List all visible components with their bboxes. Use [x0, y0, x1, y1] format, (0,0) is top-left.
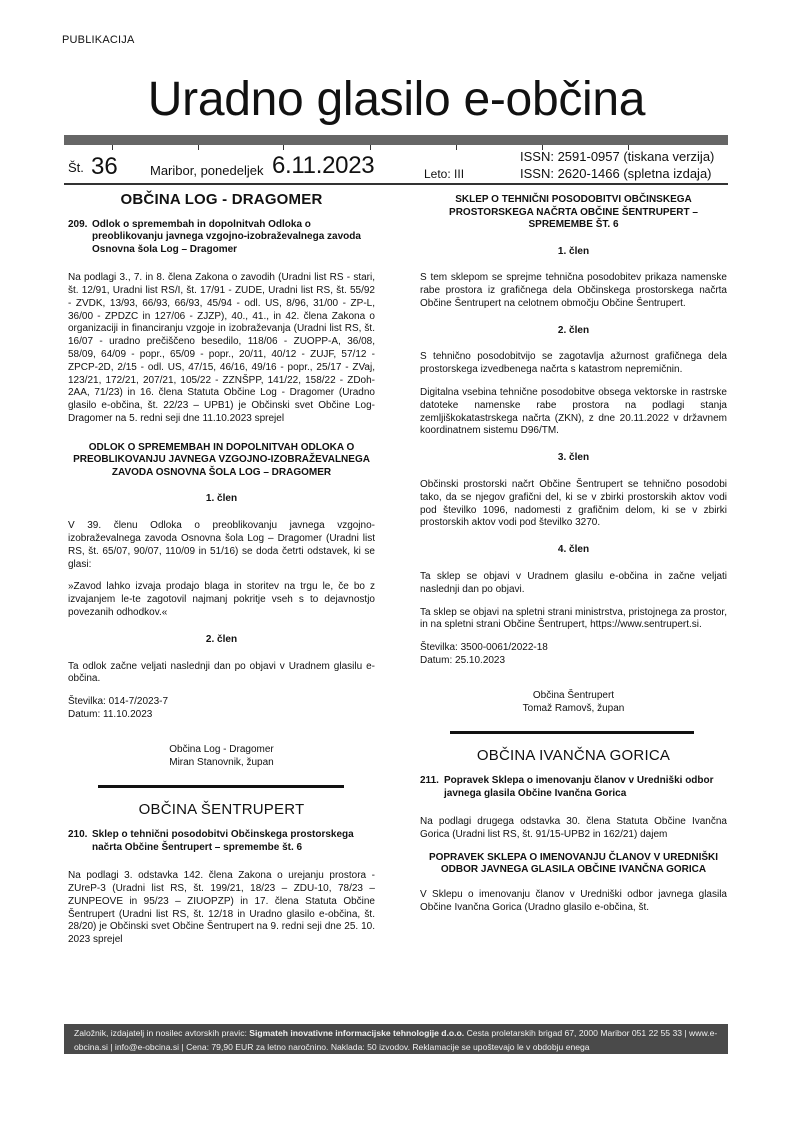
article-heading: 1. člen: [557, 245, 590, 257]
footer-details: Cesta proletarskih brigad 67, 2000 Maribor 051 22 55 33 | www.e-obcina.si | info@e-obcina.si | Cena: 79,90 EUR za letno naročnino. Naklada: 50 izvodov. Reklamacije se upoštevajo le v obdobju enega: [74, 1028, 718, 1052]
article-paragraph: S tem sklepom se sprejme tehnična posodobitev prikaza namenske rabe prostora iz grafičnega dela Občinskega prostorskega načrta Občine Šentrupert na celotnem območju Občine Šentrupert.: [420, 272, 727, 309]
article-heading: 2. člen: [557, 324, 590, 336]
section-divider: [450, 731, 694, 734]
issue-label: Št.: [68, 160, 84, 175]
publisher-footer: [64, 1024, 728, 1054]
document-date: Datum: 25.10.2023: [420, 655, 506, 667]
decision-heading: SKLEP O TEHNIČNI POSODOBITVI OBČINSKEGA PROSTORSKEGA NAČRTA OBČINE ŠENTRUPERT – SPREMEMBE ŠT. 6: [449, 194, 698, 230]
quoted-paragraph: »Zavod lahko izvaja prodajo blaga in storitev na trgu le, če bo z izvajanjem le-te zagotovil najmanj pokritje vseh s to dejavnostjo povezanih odhodkov.«: [68, 581, 375, 618]
article-heading: 2. člen: [205, 633, 238, 645]
ordinance-heading: ODLOK O SPREMEMBAH IN DOPOLNITVAH ODLOKA O PREOBLIKOVANJU JAVNEGA VZGOJNO-IZOBRAŽEVALNEGA ZAVODA OSNOVNA ŠOLA LOG – DRAGOMER: [73, 441, 370, 478]
document-date: Datum: 11.10.2023: [68, 708, 153, 720]
bar-tick: [370, 145, 371, 150]
publication-label: PUBLIKACIJA: [62, 34, 135, 46]
footer-prefix: Založnik, izdajatelj in nosilec avtorskih pravic:: [74, 1028, 247, 1038]
article-heading: 1. člen: [205, 493, 238, 505]
signature-municipality: Občina Šentrupert: [532, 689, 615, 701]
footer-publisher: Sigmateh inovativne informacijske tehnologije d.o.o.: [249, 1028, 465, 1038]
title-bar: [64, 135, 728, 145]
legal-basis-paragraph: Na podlagi drugega odstavka 30. člena Statuta Občine Ivančna Gorica (Uradni list RS, št. 91/15-UPB2 in 162/21) dajem: [420, 816, 727, 841]
act-title: Popravek Sklepa o imenovanju članov v Uredniški odbor javnega glasila Občine Ivančna Gorica: [444, 775, 714, 799]
article-paragraph: V 39. členu Odloka o preoblikovanju javnega vzgojno-izobraževalnega zavoda Osnovna šola Log – Dragomer (Uradni list RS, št. 65/07, 90/07, 110/09 in 51/16) se doda četrti odstavek, ki se glasi:: [68, 520, 375, 570]
municipality-heading-sentrupert: OBČINA ŠENTRUPERT: [138, 801, 305, 819]
bar-tick: [198, 145, 199, 150]
legal-basis-paragraph: Na podlagi 3. odstavka 142. člena Zakona o urejanju prostora - ZUreP-3 (Uradni list RS, št. 199/21, 18/23 – ZDU-10, 78/23 – ZUNPEOVE in 95/23 – ZIUOPZP) in 17. člena Statuta Občine Šentrupert (Uradni list RS, št. 12/18 in Uradno glasilo e-občina, št. 28/20) je Občinski svet Občine Šentrupert na 9. redni seji dne 25. 10. 2023 sprejel: [68, 870, 375, 946]
right-column: [420, 188, 727, 924]
signature-mayor: Miran Stanovnik, župan: [169, 756, 274, 768]
gazette-title: Uradno glasilo e-občina: [147, 73, 646, 126]
act-211-title: [420, 775, 727, 800]
article-paragraph: V Sklepu o imenovanju članov v Uredniški odbor javnega glasila Občine Ivančna Gorica (Uradno glasilo e-občina, št.: [420, 888, 727, 913]
issue-year: Leto: III: [424, 167, 465, 181]
municipality-heading-ivancna-gorica: OBČINA IVANČNA GORICA: [476, 747, 671, 765]
article-paragraph: Občinski prostorski načrt Občine Šentrupert se tehnično posodobi tako, da se njegov grafični del, ki se v zbirki prostorskih aktov vodi pod številko 1096, nadomesti z grafičnim delom, ki se v zbirki prostorskih aktov vodi pod številko 3270.: [420, 479, 727, 529]
article-heading: 3. člen: [557, 452, 590, 464]
legal-basis-paragraph: Na podlagi 3., 7. in 8. člena Zakona o zavodih (Uradni list RS - stari, št. 12/91, Uradni list RS/I, št. 17/91 - ZUDE, Uradni list RS, št. 55/92 - ZVDK, 13/93, 66/93, 66/93, 45/94 - odl. US, 8/96, 31/00 - ZP-L, 36/00 - ZPDZC in 127/06 - ZJZP), 40., 41., in 42. člena Zakona o organizaciji in financiranju vzgoje in izobraževanja (Uradni list RS, št. 16/07 - uradno prečiščeno besedilo, 118/06 - ZUOPP-A, 36/08, 58/09, 64/09 - popr., 65/09 - popr., 20/11, 40/12 - ZUJF, 57/12 - ZPCP-2D, 2/15 - odl. US, 47/15, 46/16, 49/16 - popr., 25/17 - ZVaj, 123/21, 172/21, 207/21, 105/22 - ZZNŠPP, 141/22, 158/22 - ZDoh-2AA, 71/23) in 16. člena Statuta Občine Log - Dragomer (Uradno glasilo e-občina, št. 22/23 – UPB1) je Občinski svet Občine Log-Dragomer na 5. redni seji dne 11.10.2023 sprejel: [68, 272, 375, 425]
signature-mayor: Tomaž Ramovš, župan: [522, 702, 625, 714]
article-heading: 4. člen: [557, 544, 590, 556]
document-number: Številka: 014-7/2023-7: [68, 696, 169, 708]
signature-municipality: Občina Log - Dragomer: [169, 743, 274, 755]
bar-tick: [112, 145, 113, 150]
issue-place-day: Maribor, ponedeljek: [150, 163, 264, 178]
header-divider: [64, 183, 728, 185]
issn-print: ISSN: 2591-0957 (tiskana verzija): [520, 149, 715, 164]
municipality-heading-log-dragomer: OBČINA LOG - DRAGOMER: [120, 191, 323, 208]
section-divider: [98, 785, 344, 788]
document-number: Številka: 3500-0061/2022-18: [420, 642, 548, 654]
act-title: Odlok o spremembah in dopolnitvah Odloka o preoblikovanju javnega vzgojno-izobraževalnega zavoda Osnovna šola Log – Dragomer: [92, 218, 361, 255]
correction-heading: POPRAVEK SKLEPA O IMENOVANJU ČLANOV V UREDNIŠKI ODBOR JAVNEGA GLASILA OBČINE IVANČNA GORICA: [428, 851, 719, 876]
issn-web: ISSN: 2620-1466 (spletna izdaja): [520, 166, 712, 181]
act-title: Sklep o tehnični posodobitvi Občinskega prostorskega načrta Občine Šentrupert – spremembe št. 6: [92, 829, 354, 853]
article-paragraph: Ta odlok začne veljati naslednji dan po objavi v Uradnem glasilu e-občina.: [68, 660, 375, 685]
act-210-title: [68, 829, 375, 854]
issue-date: 6.11.2023: [272, 152, 375, 179]
left-column: [68, 188, 375, 957]
act-number: 209.: [68, 218, 88, 230]
act-number: 211.: [420, 775, 439, 787]
act-209-title: [68, 219, 375, 257]
article-paragraph: Digitalna vsebina tehnične posodobitve obsega vektorske in rastrske datoteke namenske rabe prostora na podlagi stanja zemljiškokatastrskega načrta (ZKN), z dne 20.11.2022 v državnem koordinatnem sistemu D96/TM.: [420, 387, 727, 437]
act-number: 210.: [68, 829, 88, 841]
article-paragraph: Ta sklep se objavi v Uradnem glasilu e-občina in začne veljati naslednji dan po objavi.: [420, 571, 727, 595]
issue-number: 36: [91, 153, 118, 180]
article-paragraph: S tehnično posodobitvijo se zagotavlja ažurnost grafičnega dela prostorskega izvedbenega načrta s katastrom nepremičnin.: [420, 351, 727, 376]
article-paragraph: Ta sklep se objavi na spletni strani ministrstva, pristojnega za prostor, in na spletni strani Občine Šentrupert, https://www.sentrupert.si.: [420, 606, 727, 631]
bar-tick: [456, 145, 457, 150]
bar-tick: [283, 145, 284, 150]
